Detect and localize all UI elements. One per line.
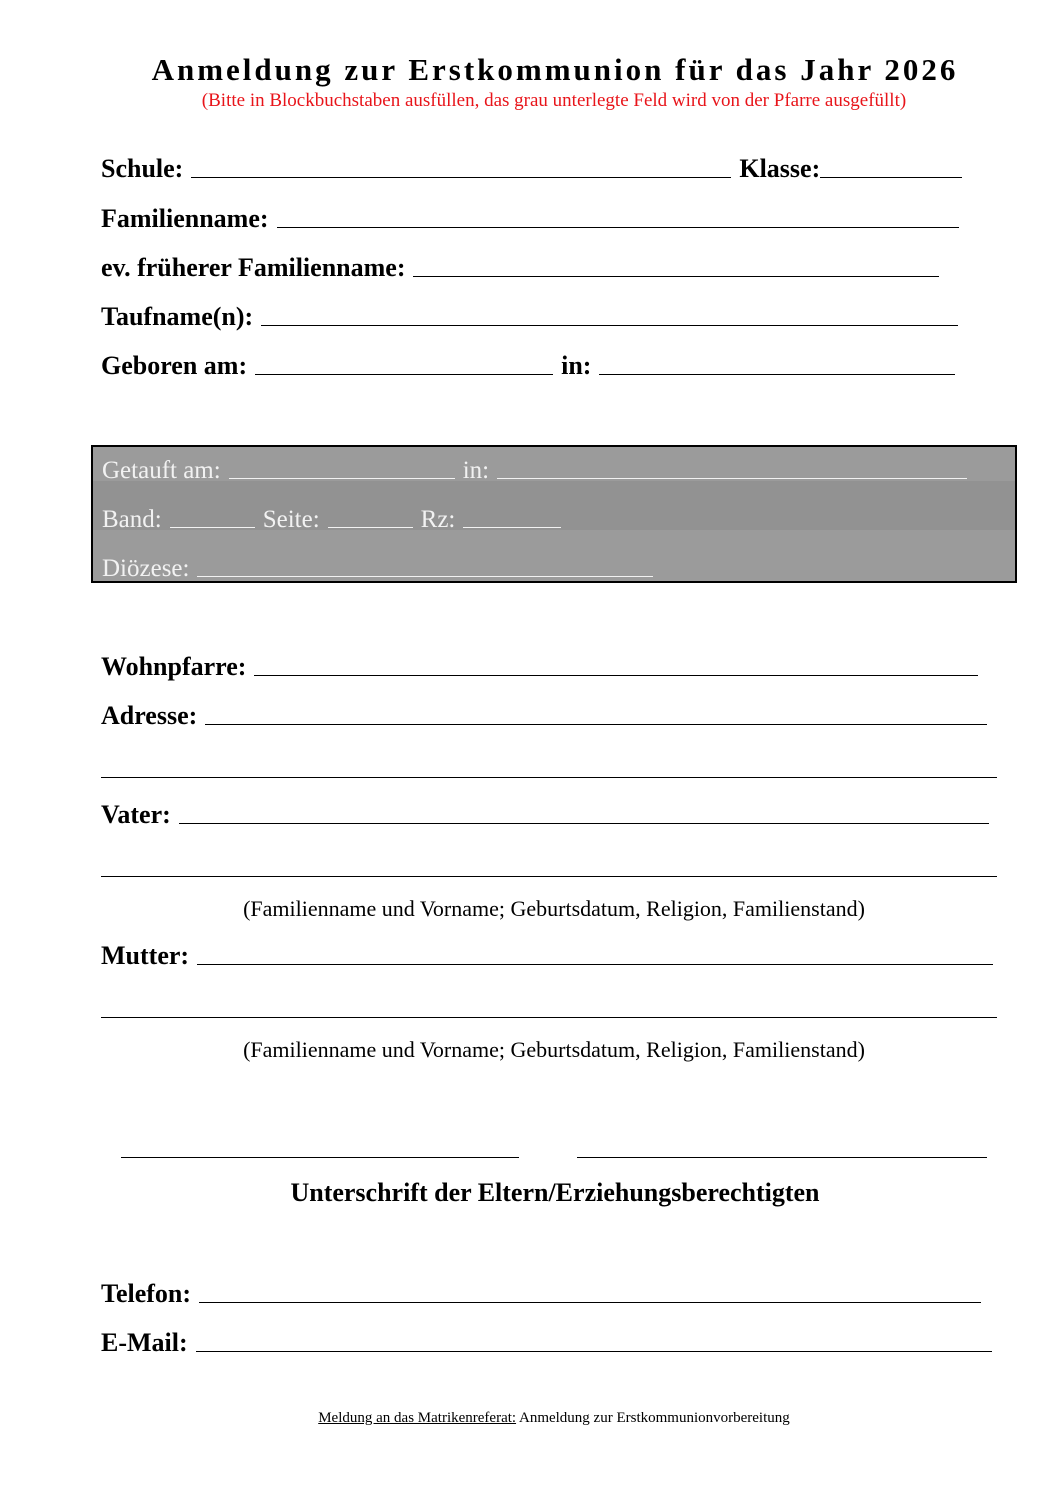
mutter-input-line-2[interactable]: [101, 1017, 997, 1018]
wohnpfarre-label: Wohnpfarre:: [101, 652, 247, 681]
getauft-am-input-line[interactable]: [229, 478, 455, 479]
email-input-line[interactable]: [196, 1351, 992, 1352]
row-mutter: [101, 937, 993, 971]
row-adresse: [101, 697, 987, 731]
band-label: Band:: [102, 506, 162, 533]
familienname-label: Familienname:: [101, 204, 269, 233]
taufort-input-line[interactable]: [497, 478, 967, 479]
row-frueherer-familienname: [101, 249, 939, 283]
taufort-label: in:: [462, 457, 490, 484]
parish-box: [91, 445, 1017, 583]
seite-input-line[interactable]: [328, 527, 413, 528]
schule-label: Schule:: [101, 154, 184, 183]
taufname-input-line[interactable]: [261, 325, 958, 326]
footer-text: Anmeldung zur Erstkommunionvorbereitung: [516, 1410, 790, 1426]
familienname-input-line[interactable]: [277, 227, 959, 228]
frueherer-familienname-input-line[interactable]: [413, 276, 939, 277]
instructions-subtitle: (Bitte in Blockbuchstaben ausfüllen, das grau unterlegte Feld wird von der Pfarre ausgefüllt): [201, 90, 907, 111]
vater-input-line-2[interactable]: [101, 876, 997, 877]
geboren-am-label: Geboren am:: [101, 351, 248, 380]
adresse-input-line[interactable]: [205, 724, 987, 725]
geburtsort-input-line[interactable]: [599, 374, 955, 375]
row-telefon: [101, 1275, 981, 1309]
band-input-line[interactable]: [170, 527, 255, 528]
telefon-label: Telefon:: [101, 1279, 192, 1308]
vater-input-line[interactable]: [179, 823, 989, 824]
row-band-seite-rz: [102, 500, 561, 534]
vater-label: Vater:: [101, 800, 171, 829]
adresse-label: Adresse:: [101, 701, 198, 730]
row-familienname: [101, 200, 959, 234]
wohnpfarre-input-line[interactable]: [254, 675, 978, 676]
adresse-input-line-2[interactable]: [101, 777, 997, 778]
telefon-input-line[interactable]: [199, 1302, 981, 1303]
row-wohnpfarre: [101, 648, 978, 682]
row-dioezese: [102, 549, 653, 583]
email-label: E-Mail:: [101, 1328, 188, 1357]
signature-line-2[interactable]: [577, 1157, 987, 1158]
getauft-am-label: Getauft am:: [102, 457, 221, 484]
seite-label: Seite:: [262, 506, 320, 533]
signature-line-1[interactable]: [121, 1157, 519, 1158]
row-geboren: [101, 347, 955, 381]
dioezese-input-line[interactable]: [197, 576, 653, 577]
footer-label: Meldung an das Matrikenreferat:: [318, 1410, 517, 1426]
mutter-input-line[interactable]: [197, 964, 993, 965]
taufname-label: Taufname(n):: [101, 302, 254, 331]
geboren-am-input-line[interactable]: [255, 374, 553, 375]
row-email: [101, 1324, 992, 1358]
frueherer-familienname-label: ev. früherer Familienname:: [101, 253, 406, 282]
page-title: Anmeldung zur Erstkommunion für das Jahr 2026: [151, 52, 959, 87]
dioezese-label: Diözese:: [102, 555, 190, 582]
klasse-label: Klasse:: [739, 154, 821, 183]
footer: [0, 1410, 1058, 1427]
mutter-note: (Familienname und Vorname; Geburtsdatum, Religion, Familienstand): [243, 1037, 865, 1062]
row-getauft: [102, 451, 967, 485]
row-schule: [101, 150, 981, 184]
mutter-label: Mutter:: [101, 941, 190, 970]
geburtsort-label: in:: [561, 351, 592, 380]
vater-note: (Familienname und Vorname; Geburtsdatum, Religion, Familienstand): [243, 896, 865, 921]
row-taufname: [101, 298, 958, 332]
rz-label: Rz:: [420, 506, 456, 533]
schule-input-line[interactable]: [191, 177, 731, 178]
signature-caption: Unterschrift der Eltern/Erziehungsberechtigten: [290, 1178, 820, 1207]
rz-input-line[interactable]: [463, 527, 561, 528]
row-vater: [101, 796, 989, 830]
klasse-input-line[interactable]: [820, 177, 962, 178]
